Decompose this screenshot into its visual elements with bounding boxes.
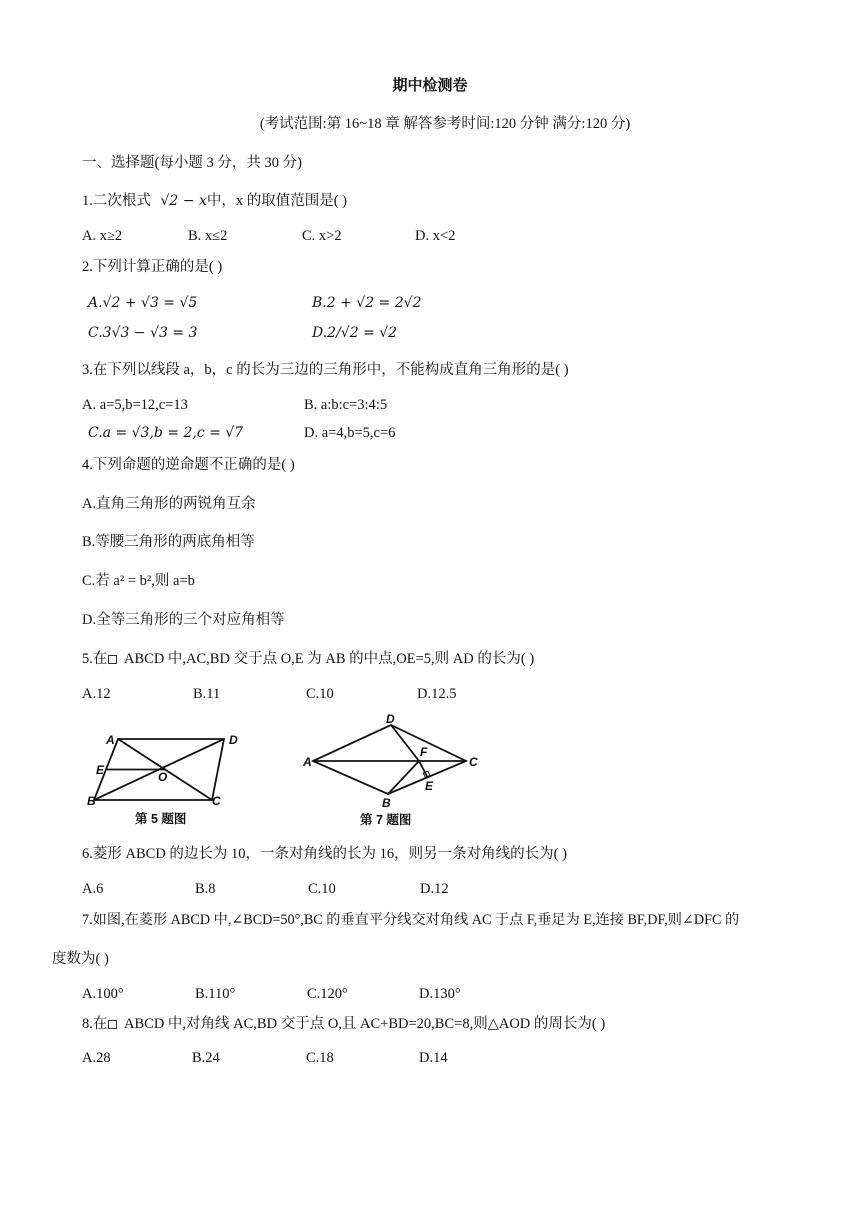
q7-option-b: B.110°	[195, 986, 236, 1002]
fig5-label-c: C	[212, 794, 221, 808]
fig7-segment-bf	[388, 761, 419, 794]
section-heading: 一、选择题(每小题 3 分，共 30 分)	[82, 155, 302, 171]
fig7-label-d: D	[386, 712, 395, 726]
q8-stem-pre: 8.在	[82, 1016, 108, 1032]
fig5-caption: 第 5 题图	[135, 812, 187, 826]
q3-option-b: B. a:b:c=3:4:5	[304, 397, 388, 413]
q6-option-c: C.10	[308, 881, 336, 897]
fig5-label-d: D	[229, 733, 238, 747]
q5-stem-pre: 5.在	[82, 651, 108, 667]
q2-stem: 2.下列计算正确的是( )	[82, 259, 223, 275]
q3-stem: 3.在下列以线段 a，b，c 的长为三边的三角形中，不能构成直角三角形的是( )	[82, 362, 569, 378]
q3-option-a: A. a=5,b=12,c=13	[82, 397, 188, 413]
fig7-label-e: E	[425, 779, 434, 793]
q4-stem: 4.下列命题的逆命题不正确的是( )	[82, 457, 295, 473]
q1-stem-post: 中，x 的取值范围是( )	[206, 193, 348, 209]
q5-stem-post: ABCD 中,AC,BD 交于点 O,E 为 AB 的中点,OE=5,则 AD 的长为( )	[120, 651, 535, 667]
q7-option-a: A.100°	[82, 986, 124, 1002]
fig5-label-e: E	[96, 763, 105, 777]
figure-7	[300, 712, 485, 832]
q8-option-b: B.24	[192, 1050, 220, 1066]
parallelogram-symbol-icon	[108, 655, 117, 664]
q4-option-b: B.等腰三角形的两底角相等	[82, 534, 255, 550]
fig5-label-b: B	[87, 794, 96, 808]
parallelogram-symbol-icon	[108, 1020, 117, 1029]
q7-option-d: D.130°	[419, 986, 461, 1002]
q1-stem-pre: 1.二次根式	[82, 193, 151, 209]
q1-option-c: C. x>2	[302, 228, 342, 244]
fig7-label-b: B	[382, 796, 391, 810]
q8-stem-post: ABCD 中,对角线 AC,BD 交于点 O,且 AC+BD=20,BC=8,则△AOD 的周长为( )	[120, 1016, 606, 1032]
q8-option-c: C.18	[306, 1050, 334, 1066]
q6-option-d: D.12	[420, 881, 449, 897]
q5-stem	[82, 649, 534, 669]
q1-option-d: D. x<2	[415, 228, 456, 244]
figure-5	[80, 725, 260, 830]
fig7-caption: 第 7 题图	[360, 813, 412, 827]
fig7-label-c: C	[469, 755, 478, 769]
q4-option-c: C.若 a² = b²,则 a=b	[82, 573, 195, 589]
q1-stem	[82, 191, 347, 211]
q7-stem-line1: 7.如图,在菱形 ABCD 中,∠BCD=50°,BC 的垂直平分线交对角线 AC 于点 F,垂足为 E,连接 BF,DF,则∠DFC 的	[82, 912, 740, 928]
fig5-label-o: O	[158, 770, 168, 784]
q8-stem	[82, 1014, 605, 1034]
q5-option-b: B.11	[193, 686, 221, 702]
q6-stem: 6.菱形 ABCD 的边长为 10，一条对角线的长为 16，则另一条对角线的长为( )	[82, 846, 567, 862]
fig7-perpendicular-fe	[419, 761, 428, 778]
q6-option-b: B.8	[195, 881, 216, 897]
exam-subtitle: (考试范围:第 16~18 章 解答参考时间:120 分钟 满分:120 分)	[259, 116, 631, 132]
q1-option-b: B. x≤2	[188, 228, 228, 244]
fig5-label-a: A	[106, 733, 115, 747]
q4-option-d: D.全等三角形的三个对应角相等	[82, 612, 285, 628]
q8-option-d: D.14	[419, 1050, 448, 1066]
fig7-label-f: F	[420, 745, 428, 759]
q2-option-d: D.2/√2 = √2	[312, 325, 398, 341]
q7-stem-line2: 度数为( )	[52, 951, 109, 967]
q6-option-a: A.6	[82, 881, 104, 897]
fig7-segment-df	[391, 725, 419, 761]
q2-option-c: C.3√3 − √3 = 3	[88, 325, 198, 341]
fig7-rhombus	[313, 725, 466, 794]
q2-option-a: A.√2 + √3 = √5	[88, 295, 198, 311]
q7-option-c: C.120°	[307, 986, 348, 1002]
q4-option-a: A.直角三角形的两锐角互余	[82, 496, 256, 512]
exam-title: 期中检测卷	[392, 78, 468, 94]
q2-option-b: B.2 + √2 = 2√2	[312, 295, 422, 311]
q5-option-c: C.10	[306, 686, 334, 702]
q3-option-c: C.a = √3,b = 2,c = √7	[88, 425, 244, 441]
q8-option-a: A.28	[82, 1050, 111, 1066]
q5-option-a: A.12	[82, 686, 111, 702]
fig7-label-a: A	[303, 755, 312, 769]
q3-option-d: D. a=4,b=5,c=6	[304, 425, 396, 441]
q1-radical: √2 − x	[160, 193, 207, 209]
q5-option-d: D.12.5	[417, 686, 457, 702]
q1-option-a: A. x≥2	[82, 228, 123, 244]
